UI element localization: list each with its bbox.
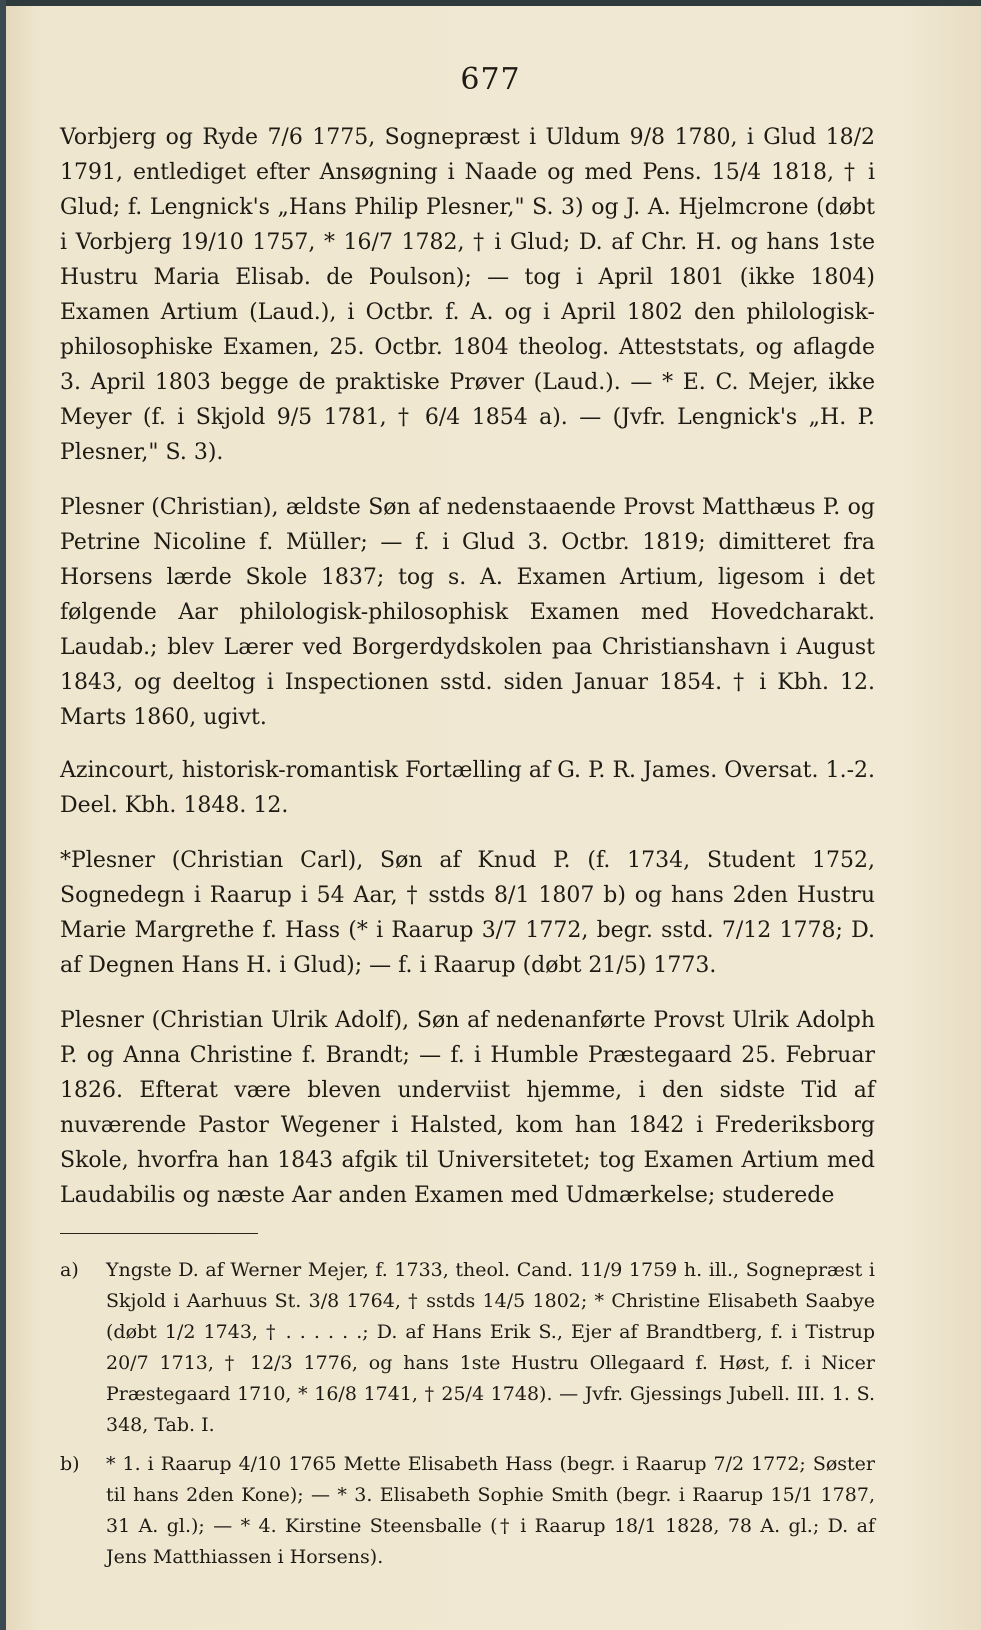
- entry-plesner-christian: Plesner (Christian), ældste Søn af nedenstaaende Provst Matthæus P. og Petrine Nicoline f. Müller; — f. i Glud 3. Octbr. 1819; dimitteret fra Horsens lærde Skole 1837; tog s. A. Examen Artium, ligesom i det følgende Aar philologisk-philosophisk Examen med Hovedcharakt. Laudab.; blev Lærer ved Borgerdydskolen paa Christianshavn i August 1843, og deeltog i Inspectionen sstd. siden Januar 1854. † i Kbh. 12. Marts 1860, ugivt.: [60, 495, 875, 730]
- page-number: 677: [460, 62, 521, 97]
- entry-plesner-christian-carl: *Plesner (Christian Carl), Søn af Knud P. (f. 1734, Student 1752, Sognedegn i Raarup i 54 Aar, † sstds 8/1 1807 b) og hans 2den Hustru Marie Margrethe f. Hass (* i Raarup 3/7 1772, begr. sstd. 7/12 1778; D. af Degnen Hans H. i Glud); — f. i Raarup (døbt 21/5) 1773.: [60, 848, 875, 978]
- footnote-label: a): [60, 1259, 79, 1281]
- main-text: [60, 120, 875, 1213]
- footnotes: [60, 1255, 875, 1573]
- entry-plesner-christian-ulrik-adolf: Plesner (Christian Ulrik Adolf), Søn af nedenanførte Provst Ulrik Adolph P. og Anna Christine f. Brandt; — f. i Humble Præstegaard 25. Februar 1826. Efterat være bleven underviist hjemme, i den sidste Tid af nuværende Pastor Wegener i Halsted, kom han 1842 i Frederiksborg Skole, hvorfra han 1843 afgik til Universitetet; tog Examen Artium med Laudabilis og næste Aar anden Examen med Udmærkelse; studerede: [60, 1008, 875, 1208]
- bibliography-azincourt: Azincourt, historisk-romantisk Fortælling af G. P. R. James. Oversat. 1.-2. Deel. Kbh. 1848. 12.: [60, 758, 875, 818]
- footnote-label: b): [60, 1453, 80, 1475]
- footnote-b: [60, 1449, 875, 1573]
- top-border: [0, 0, 981, 6]
- binding-edge: [0, 0, 6, 1630]
- footnote-text: * 1. i Raarup 4/10 1765 Mette Elisabeth Hass (begr. i Raarup 7/2 1772; Søster til hans 2den Kone); — * 3. Elisabeth Sophie Smith (begr. i Raarup 15/1 1787, 31 A. gl.); — * 4. Kirstine Steensballe († i Raarup 18/1 1828, 78 A. gl.; D. af Jens Matthiassen i Horsens).: [106, 1453, 875, 1568]
- footnote-a: [60, 1255, 875, 1441]
- footnote-text: Yngste D. af Werner Mejer, f. 1733, theol. Cand. 11/9 1759 h. ill., Sognepræst i Skjold i Aarhuus St. 3/8 1764, † sstds 14/5 1802; * Christine Elisabeth Saabye (døbt 1/2 1743, † . . . . . .; D. af Hans Erik S., Ejer af Brandtberg, f. i Tistrup 20/7 1713, † 12/3 1776, og hans 1ste Hustru Ollegaard f. Høst, f. i Nicer Præstegaard 1710, * 16/8 1741, † 25/4 1748). — Jvfr. Gjessings Jubell. III. 1. S. 348, Tab. I.: [106, 1259, 875, 1436]
- paragraph-continuation: Vorbjerg og Ryde 7/6 1775, Sognepræst i Uldum 9/8 1780, i Glud 18/2 1791, entlediget efter Ansøgning i Naade og med Pens. 15/4 1818, † i Glud; f. Lengnick's „Hans Philip Plesner," S. 3) og J. A. Hjelmcrone (døbt i Vorbjerg 19/10 1757, * 16/7 1782, † i Glud; D. af Chr. H. og hans 1ste Hustru Maria Elisab. de Poulson); — tog i April 1801 (ikke 1804) Examen Artium (Laud.), i Octbr. f. A. og i April 1802 den philologisk-philosophiske Examen, 25. Octbr. 1804 theolog. Atteststats, og aflagde 3. April 1803 begge de praktiske Prøver (Laud.). — * E. C. Mejer, ikke Meyer (f. i Skjold 9/5 1781, † 6/4 1854 a). — (Jvfr. Lengnick's „H. P. Plesner," S. 3).: [60, 125, 875, 465]
- footnote-rule: [60, 1233, 258, 1234]
